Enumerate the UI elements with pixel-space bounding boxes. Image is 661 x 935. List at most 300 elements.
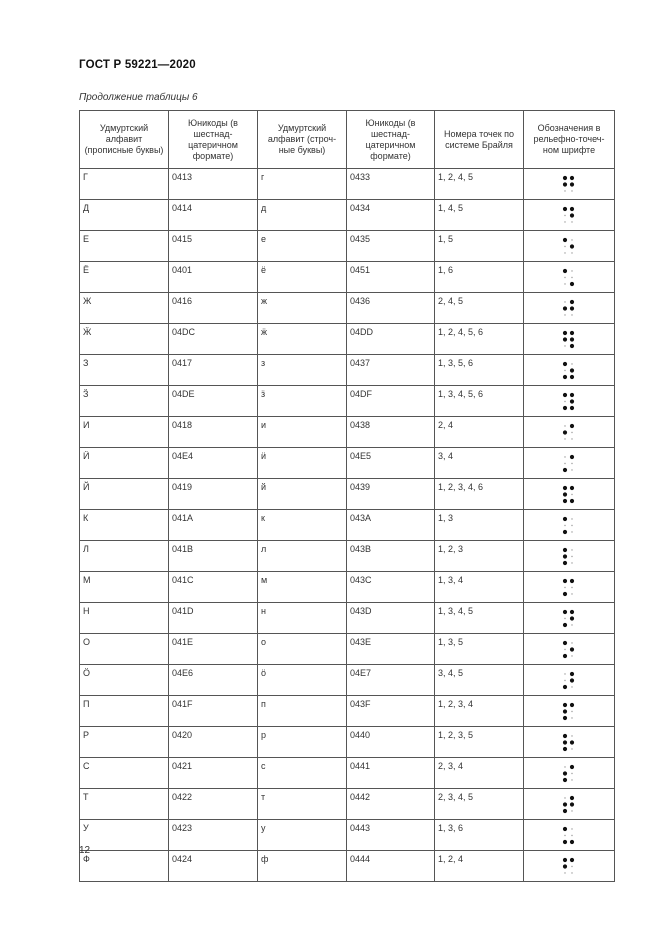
cell-uppercase-letter: И [80, 417, 169, 448]
braille-dot-empty [571, 469, 572, 470]
braille-dot-raised [570, 702, 574, 706]
braille-symbol-icon [562, 702, 576, 721]
cell-lowercase-letter: т [258, 789, 347, 820]
header-braille-symbol: Обозначения в рельефно-точеч-ном шрифте [524, 111, 615, 169]
table-row [80, 727, 615, 758]
braille-dot-raised [563, 578, 567, 582]
braille-dot-raised [563, 175, 567, 179]
braille-dot-raised [570, 839, 574, 843]
braille-dot-empty [571, 810, 572, 811]
braille-dot-empty [564, 648, 565, 649]
braille-dot-raised [570, 616, 574, 620]
braille-dot-empty [571, 655, 572, 656]
table-row [80, 231, 615, 262]
braille-dot-empty [564, 252, 565, 253]
braille-dot-raised [570, 330, 574, 334]
braille-dot-raised [570, 281, 574, 285]
braille-dot-raised [563, 653, 567, 657]
cell-braille-dots: 1, 2, 3, 4 [435, 696, 524, 727]
cell-lowercase-letter: ё [258, 262, 347, 293]
table-row [80, 696, 615, 727]
table-row [80, 479, 615, 510]
braille-dot-raised [563, 702, 567, 706]
braille-dot-empty [564, 438, 565, 439]
cell-lowercase-unicode: 0442 [347, 789, 435, 820]
cell-lowercase-unicode: 04E5 [347, 448, 435, 479]
cell-uppercase-letter: Т [80, 789, 169, 820]
cell-braille-symbol [524, 386, 615, 417]
cell-uppercase-letter: Ӟ [80, 386, 169, 417]
cell-braille-symbol [524, 231, 615, 262]
braille-dot-raised [570, 206, 574, 210]
cell-lowercase-letter: ф [258, 851, 347, 882]
cell-uppercase-unicode: 0418 [169, 417, 258, 448]
cell-braille-dots: 2, 4 [435, 417, 524, 448]
braille-dot-empty [571, 363, 572, 364]
braille-dot-raised [563, 330, 567, 334]
braille-symbol-icon [562, 175, 576, 194]
cell-lowercase-unicode: 0435 [347, 231, 435, 262]
cell-uppercase-letter: С [80, 758, 169, 789]
braille-dot-raised [570, 368, 574, 372]
cell-uppercase-unicode: 041D [169, 603, 258, 634]
braille-dot-raised [570, 485, 574, 489]
braille-dot-raised [563, 826, 567, 830]
table-row [80, 200, 615, 231]
braille-dot-empty [571, 624, 572, 625]
cell-lowercase-unicode: 0437 [347, 355, 435, 386]
cell-braille-dots: 1, 3, 4 [435, 572, 524, 603]
braille-dot-raised [563, 839, 567, 843]
cell-braille-symbol [524, 634, 615, 665]
braille-symbol-icon [562, 547, 576, 566]
braille-dot-empty [571, 239, 572, 240]
cell-uppercase-letter: Л [80, 541, 169, 572]
braille-dot-raised [563, 392, 567, 396]
cell-lowercase-unicode: 0434 [347, 200, 435, 231]
cell-lowercase-unicode: 0441 [347, 758, 435, 789]
braille-dot-empty [564, 276, 565, 277]
braille-dot-empty [571, 593, 572, 594]
braille-symbol-icon [562, 733, 576, 752]
cell-uppercase-unicode: 0424 [169, 851, 258, 882]
braille-dot-empty [571, 221, 572, 222]
cell-uppercase-letter: З [80, 355, 169, 386]
braille-dot-raised [570, 337, 574, 341]
cell-uppercase-letter: Н [80, 603, 169, 634]
braille-dot-raised [570, 392, 574, 396]
cell-braille-dots: 1, 2, 3, 4, 6 [435, 479, 524, 510]
braille-dot-raised [570, 764, 574, 768]
braille-symbol-icon [562, 268, 576, 287]
cell-uppercase-letter: Ж [80, 293, 169, 324]
cell-uppercase-letter: Ӥ [80, 448, 169, 479]
braille-dot-raised [563, 467, 567, 471]
braille-dot-raised [563, 808, 567, 812]
braille-dot-empty [564, 456, 565, 457]
table-row [80, 417, 615, 448]
cell-uppercase-unicode: 041Е [169, 634, 258, 665]
braille-symbol-icon [562, 206, 576, 225]
braille-symbol-icon [562, 640, 576, 659]
braille-dot-raised [563, 492, 567, 496]
cell-uppercase-letter: М [80, 572, 169, 603]
braille-dot-empty [564, 245, 565, 246]
braille-dot-empty [571, 549, 572, 550]
cell-braille-dots: 2, 3, 4, 5 [435, 789, 524, 820]
cell-uppercase-letter: П [80, 696, 169, 727]
braille-dot-empty [571, 772, 572, 773]
braille-dot-empty [564, 400, 565, 401]
cell-braille-symbol [524, 510, 615, 541]
cell-braille-symbol [524, 727, 615, 758]
table-row [80, 634, 615, 665]
braille-dot-raised [570, 857, 574, 861]
braille-dot-empty [564, 586, 565, 587]
cell-lowercase-letter: п [258, 696, 347, 727]
braille-dot-raised [563, 857, 567, 861]
braille-dot-raised [563, 485, 567, 489]
braille-symbol-icon [562, 826, 576, 845]
braille-dot-raised [570, 343, 574, 347]
braille-table [79, 110, 615, 882]
braille-dot-raised [563, 405, 567, 409]
cell-braille-symbol [524, 293, 615, 324]
cell-lowercase-unicode: 043В [347, 541, 435, 572]
cell-uppercase-letter: Ё [80, 262, 169, 293]
braille-symbol-icon [562, 454, 576, 473]
braille-dot-empty [564, 797, 565, 798]
cell-braille-dots: 1, 3, 5 [435, 634, 524, 665]
table-row [80, 541, 615, 572]
cell-braille-dots: 1, 5 [435, 231, 524, 262]
braille-dot-raised [563, 182, 567, 186]
braille-dot-empty [564, 834, 565, 835]
braille-dot-empty [571, 190, 572, 191]
braille-symbol-icon [562, 578, 576, 597]
cell-braille-dots: 2, 4, 5 [435, 293, 524, 324]
cell-uppercase-letter: Ф [80, 851, 169, 882]
cell-braille-dots: 1, 2, 3, 5 [435, 727, 524, 758]
cell-uppercase-unicode: 04Е6 [169, 665, 258, 696]
cell-braille-dots: 1, 2, 4 [435, 851, 524, 882]
braille-dot-empty [564, 425, 565, 426]
braille-dot-empty [564, 462, 565, 463]
cell-uppercase-unicode: 0413 [169, 169, 258, 200]
cell-braille-symbol [524, 448, 615, 479]
braille-dot-empty [571, 555, 572, 556]
braille-dot-raised [570, 802, 574, 806]
braille-dot-raised [570, 374, 574, 378]
cell-lowercase-unicode: 0433 [347, 169, 435, 200]
cell-uppercase-letter: Ӧ [80, 665, 169, 696]
braille-dot-empty [571, 586, 572, 587]
braille-dot-raised [563, 715, 567, 719]
braille-dot-raised [563, 740, 567, 744]
braille-dot-empty [571, 438, 572, 439]
cell-uppercase-letter: Г [80, 169, 169, 200]
braille-dot-raised [563, 516, 567, 520]
cell-uppercase-unicode: 04E4 [169, 448, 258, 479]
braille-dot-raised [570, 182, 574, 186]
cell-lowercase-letter: ж [258, 293, 347, 324]
cell-uppercase-unicode: 0401 [169, 262, 258, 293]
table-row [80, 820, 615, 851]
table-caption: Продолжение таблицы 6 [79, 92, 198, 103]
braille-symbol-icon [562, 795, 576, 814]
braille-dot-empty [564, 617, 565, 618]
braille-dot-empty [571, 865, 572, 866]
braille-dot-raised [563, 771, 567, 775]
braille-symbol-icon [562, 857, 576, 876]
table-row [80, 758, 615, 789]
cell-lowercase-letter: г [258, 169, 347, 200]
table-row [80, 510, 615, 541]
braille-dot-raised [563, 554, 567, 558]
braille-dot-empty [571, 431, 572, 432]
cell-lowercase-letter: ӝ [258, 324, 347, 355]
cell-lowercase-unicode: 04Е7 [347, 665, 435, 696]
cell-uppercase-letter: Д [80, 200, 169, 231]
document-title: ГОСТ Р 59221—2020 [79, 59, 196, 71]
table-header-row [80, 111, 615, 169]
cell-braille-symbol [524, 541, 615, 572]
braille-dot-empty [571, 748, 572, 749]
braille-dot-raised [563, 547, 567, 551]
table-row [80, 789, 615, 820]
braille-dot-empty [571, 493, 572, 494]
cell-lowercase-unicode: 04DD [347, 324, 435, 355]
braille-dot-raised [570, 399, 574, 403]
cell-uppercase-unicode: 0416 [169, 293, 258, 324]
cell-lowercase-unicode: 043D [347, 603, 435, 634]
braille-dot-empty [571, 276, 572, 277]
braille-dot-empty [564, 872, 565, 873]
braille-symbol-icon [562, 485, 576, 504]
braille-dot-empty [571, 270, 572, 271]
cell-uppercase-unicode: 0417 [169, 355, 258, 386]
braille-dot-raised [563, 640, 567, 644]
braille-dot-raised [563, 746, 567, 750]
braille-dot-empty [564, 190, 565, 191]
cell-braille-symbol [524, 665, 615, 696]
cell-braille-symbol [524, 820, 615, 851]
header-uppercase-unicode: Юникоды (в шестнад-цатеричном формате) [169, 111, 258, 169]
cell-uppercase-unicode: 041F [169, 696, 258, 727]
cell-uppercase-letter: Р [80, 727, 169, 758]
braille-dot-empty [571, 872, 572, 873]
braille-dot-raised [570, 454, 574, 458]
cell-braille-symbol [524, 417, 615, 448]
braille-dot-raised [563, 684, 567, 688]
cell-lowercase-letter: ӧ [258, 665, 347, 696]
braille-dot-empty [571, 524, 572, 525]
braille-dot-empty [571, 686, 572, 687]
braille-dot-empty [571, 531, 572, 532]
cell-braille-symbol [524, 324, 615, 355]
cell-braille-dots: 1, 3, 4, 5 [435, 603, 524, 634]
cell-braille-dots: 1, 3 [435, 510, 524, 541]
cell-uppercase-unicode: 0423 [169, 820, 258, 851]
braille-dot-empty [571, 717, 572, 718]
braille-dot-raised [563, 709, 567, 713]
cell-lowercase-letter: ӥ [258, 448, 347, 479]
cell-braille-symbol [524, 572, 615, 603]
braille-dot-raised [563, 268, 567, 272]
cell-braille-symbol [524, 169, 615, 200]
braille-dot-raised [563, 430, 567, 434]
cell-lowercase-unicode: 0451 [347, 262, 435, 293]
braille-dot-empty [571, 779, 572, 780]
cell-lowercase-letter: о [258, 634, 347, 665]
braille-symbol-icon [562, 299, 576, 318]
braille-dot-raised [570, 671, 574, 675]
cell-lowercase-unicode: 043F [347, 696, 435, 727]
table-row [80, 386, 615, 417]
braille-dot-empty [571, 314, 572, 315]
braille-dot-raised [563, 864, 567, 868]
cell-braille-dots: 1, 2, 3 [435, 541, 524, 572]
braille-symbol-icon [562, 423, 576, 442]
cell-braille-dots: 3, 4, 5 [435, 665, 524, 696]
cell-uppercase-unicode: 0420 [169, 727, 258, 758]
cell-braille-symbol [524, 603, 615, 634]
cell-uppercase-unicode: 0421 [169, 758, 258, 789]
cell-braille-symbol [524, 851, 615, 882]
cell-braille-symbol [524, 355, 615, 386]
header-braille-dots: Номера точек по системе Брайля [435, 111, 524, 169]
cell-lowercase-unicode: 043С [347, 572, 435, 603]
braille-dot-raised [570, 175, 574, 179]
cell-lowercase-unicode: 0444 [347, 851, 435, 882]
cell-uppercase-unicode: 04DC [169, 324, 258, 355]
cell-uppercase-unicode: 041С [169, 572, 258, 603]
cell-lowercase-letter: л [258, 541, 347, 572]
braille-dot-empty [571, 562, 572, 563]
braille-dot-raised [563, 560, 567, 564]
braille-symbol-icon [562, 330, 576, 349]
braille-dot-empty [564, 283, 565, 284]
cell-lowercase-letter: ӟ [258, 386, 347, 417]
braille-dot-raised [570, 299, 574, 303]
cell-lowercase-letter: к [258, 510, 347, 541]
braille-dot-raised [570, 647, 574, 651]
braille-dot-raised [563, 622, 567, 626]
braille-dot-empty [564, 214, 565, 215]
braille-dot-empty [571, 828, 572, 829]
braille-dot-empty [564, 369, 565, 370]
braille-dot-raised [563, 206, 567, 210]
cell-lowercase-unicode: 0439 [347, 479, 435, 510]
braille-dot-empty [571, 834, 572, 835]
braille-symbol-icon [562, 237, 576, 256]
page-number: 12 [79, 845, 91, 856]
cell-lowercase-letter: н [258, 603, 347, 634]
braille-dot-raised [570, 244, 574, 248]
cell-braille-dots: 3, 4 [435, 448, 524, 479]
braille-dot-raised [570, 306, 574, 310]
cell-braille-symbol [524, 479, 615, 510]
table-row [80, 355, 615, 386]
cell-uppercase-letter: Й [80, 479, 169, 510]
braille-dot-empty [564, 314, 565, 315]
cell-braille-dots: 1, 3, 6 [435, 820, 524, 851]
cell-braille-symbol [524, 696, 615, 727]
braille-dot-empty [571, 710, 572, 711]
header-uppercase: Удмуртский алфавит (прописные буквы) [80, 111, 169, 169]
table-row [80, 448, 615, 479]
cell-lowercase-unicode: 04DF [347, 386, 435, 417]
braille-dot-raised [563, 237, 567, 241]
cell-lowercase-unicode: 0438 [347, 417, 435, 448]
table-row [80, 262, 615, 293]
braille-symbol-icon [562, 392, 576, 411]
table-row [80, 851, 615, 882]
cell-lowercase-letter: м [258, 572, 347, 603]
cell-braille-dots: 1, 6 [435, 262, 524, 293]
braille-dot-raised [570, 423, 574, 427]
cell-uppercase-letter: Е [80, 231, 169, 262]
cell-braille-dots: 1, 4, 5 [435, 200, 524, 231]
braille-dot-raised [570, 498, 574, 502]
cell-uppercase-unicode: 041В [169, 541, 258, 572]
braille-dot-raised [563, 306, 567, 310]
cell-braille-dots: 2, 3, 4 [435, 758, 524, 789]
braille-dot-raised [570, 213, 574, 217]
cell-braille-dots: 1, 3, 5, 6 [435, 355, 524, 386]
cell-lowercase-letter: з [258, 355, 347, 386]
cell-uppercase-unicode: 0422 [169, 789, 258, 820]
cell-lowercase-letter: и [258, 417, 347, 448]
braille-dot-raised [563, 361, 567, 365]
braille-dot-raised [570, 609, 574, 613]
braille-dot-empty [571, 642, 572, 643]
braille-dot-raised [570, 678, 574, 682]
cell-lowercase-letter: й [258, 479, 347, 510]
braille-dot-empty [564, 679, 565, 680]
table-row [80, 169, 615, 200]
braille-symbol-icon [562, 609, 576, 628]
cell-lowercase-letter: д [258, 200, 347, 231]
braille-dot-empty [564, 301, 565, 302]
table-row [80, 293, 615, 324]
cell-uppercase-letter: К [80, 510, 169, 541]
braille-dot-empty [571, 252, 572, 253]
braille-dot-raised [570, 740, 574, 744]
braille-dot-raised [563, 609, 567, 613]
braille-dot-empty [564, 221, 565, 222]
braille-dot-raised [563, 529, 567, 533]
cell-uppercase-letter: Ӝ [80, 324, 169, 355]
cell-uppercase-unicode: 0419 [169, 479, 258, 510]
braille-dot-empty [564, 524, 565, 525]
cell-lowercase-unicode: 043Е [347, 634, 435, 665]
cell-lowercase-letter: е [258, 231, 347, 262]
table-row [80, 603, 615, 634]
braille-dot-raised [570, 578, 574, 582]
braille-dot-raised [563, 802, 567, 806]
cell-lowercase-unicode: 0443 [347, 820, 435, 851]
cell-braille-symbol [524, 758, 615, 789]
braille-symbol-icon [562, 361, 576, 380]
cell-uppercase-letter: О [80, 634, 169, 665]
cell-lowercase-unicode: 0440 [347, 727, 435, 758]
cell-braille-symbol [524, 262, 615, 293]
braille-dot-raised [563, 498, 567, 502]
braille-symbol-icon [562, 671, 576, 690]
table-row [80, 572, 615, 603]
header-lowercase-unicode: Юникоды (в шестнад-цатеричном формате) [347, 111, 435, 169]
